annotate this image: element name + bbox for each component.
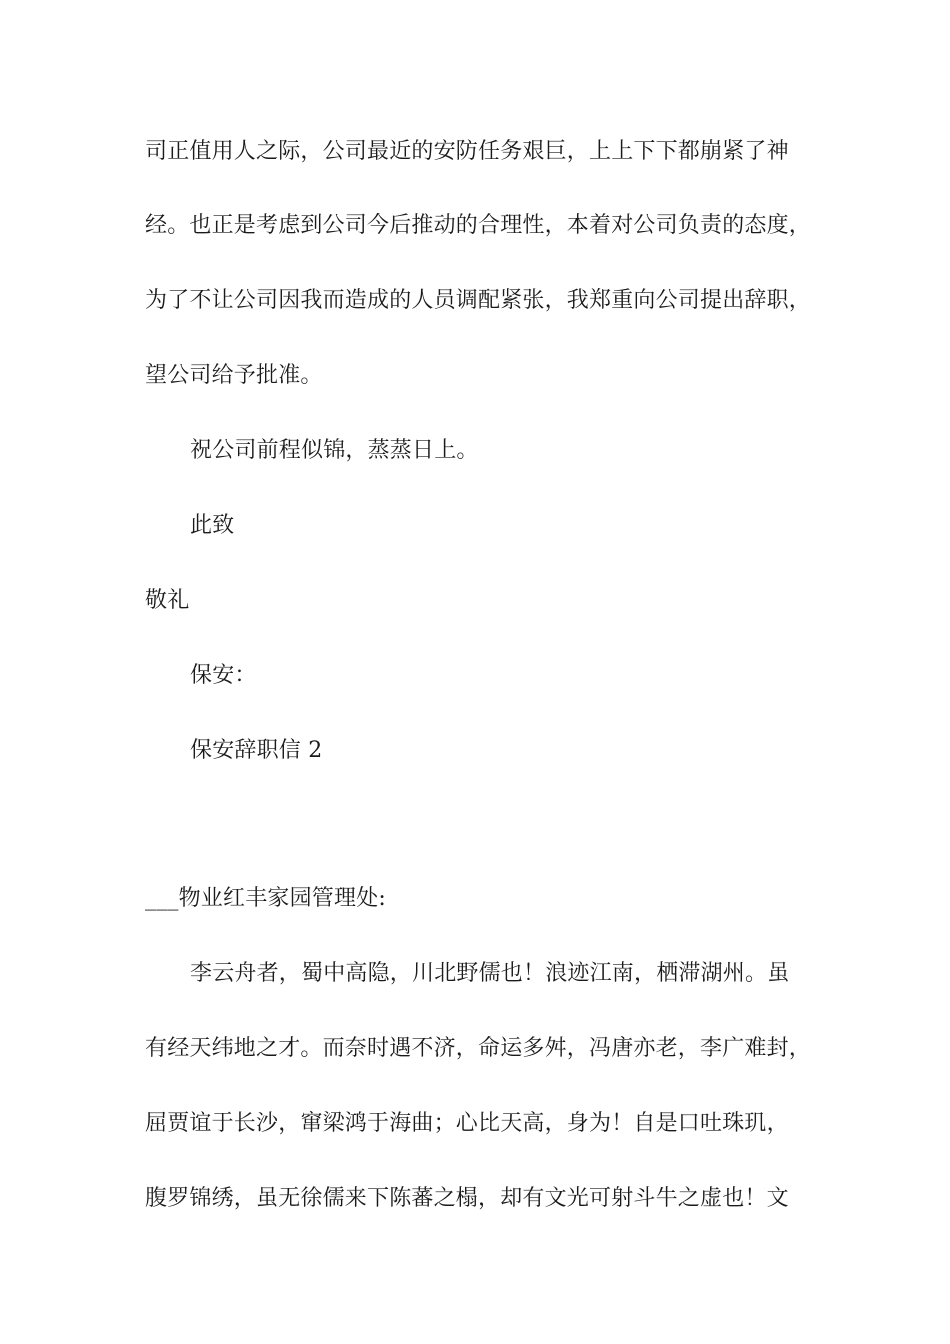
paragraph-line: 望公司给予批准。 (145, 363, 323, 388)
paragraph-line: 为了不让公司因我而造成的人员调配紧张，我郑重向公司提出辞职， (145, 288, 812, 313)
paragraph-line: 屈贾谊于长沙，窜梁鸿于海曲；心比天高，身为！自是口吐珠玑， (145, 1111, 789, 1136)
closing-wish: 祝公司前程似锦，蒸蒸日上。 (190, 438, 479, 463)
section-title: 保安辞职信 2 (190, 738, 323, 763)
salutation-jingli: 敬礼 (145, 588, 190, 613)
paragraph-line: 司正值用人之际，公司最近的安防任务艰巨，上上下下都崩紧了神 (145, 139, 789, 164)
salutation-cizhi: 此致 (190, 513, 235, 538)
signature-label: 保安： (190, 663, 257, 688)
paragraph-line: 经。也正是考虑到公司今后推动的合理性，本着对公司负责的态度， (145, 213, 812, 238)
recipient-line: ___物业红丰家园管理处: (145, 886, 387, 911)
paragraph-line: 有经天纬地之才。而奈时遇不济，命运多舛，冯唐亦老，李广难封， (145, 1036, 812, 1061)
paragraph-line: 李云舟者，蜀中高隐，川北野儒也！浪迹江南，栖滞湖州。虽 (190, 961, 790, 986)
paragraph-line: 腹罗锦绣，虽无徐儒来下陈蕃之榻，却有文光可射斗牛之虚也！文 (145, 1186, 789, 1211)
